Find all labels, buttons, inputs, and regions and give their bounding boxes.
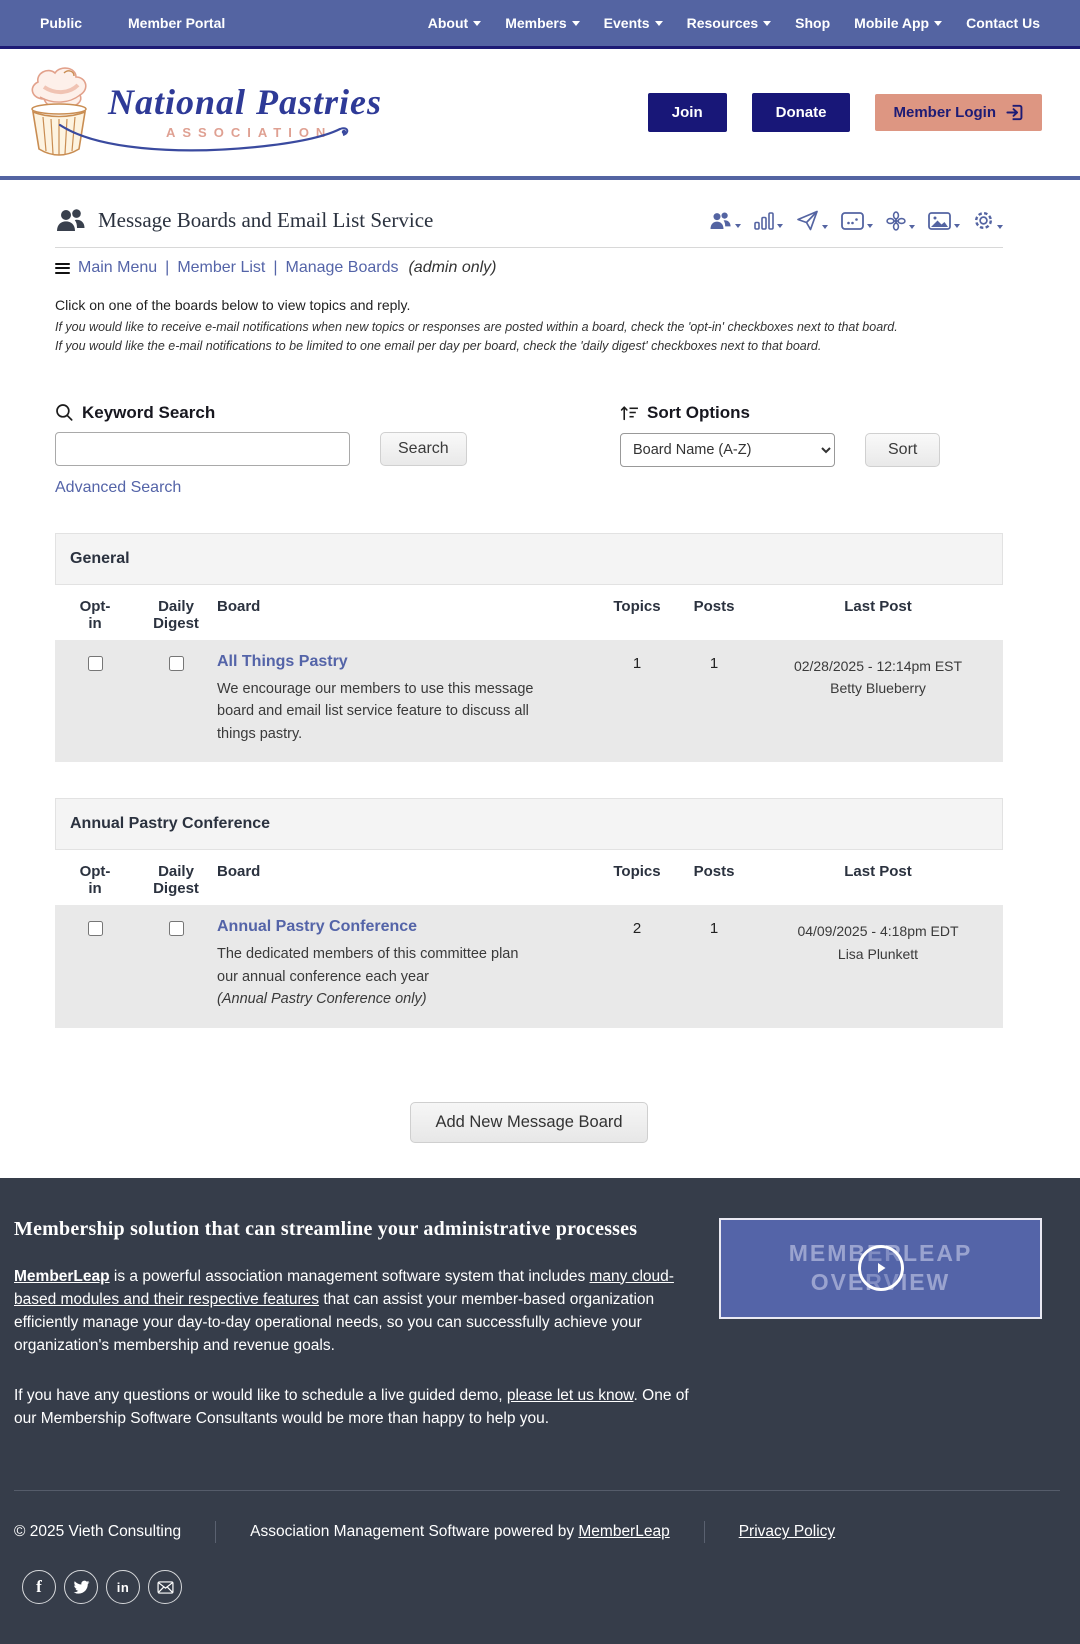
posts-count: 1 <box>709 654 719 672</box>
posts-count: 1 <box>709 920 719 938</box>
social-icons <box>22 1570 1066 1644</box>
logo-swoosh <box>56 123 356 159</box>
sort-select[interactable] <box>620 433 835 467</box>
admin-icon-toolbar <box>709 210 1003 231</box>
powered-by-text: Association Management Software powered by MemberLeap <box>250 1523 670 1541</box>
sort-icon <box>620 404 639 421</box>
twitter-icon[interactable] <box>64 1570 98 1604</box>
promo-footer <box>0 1178 1080 1644</box>
nav-public[interactable]: Public <box>40 15 83 31</box>
memberleap-overview-video[interactable] <box>719 1218 1042 1319</box>
chevron-down-icon <box>763 21 771 26</box>
chevron-down-icon <box>473 21 481 26</box>
features-icon[interactable] <box>886 211 915 231</box>
logo-title: National Pastries <box>108 81 383 122</box>
settings-icon[interactable] <box>973 210 1003 231</box>
chevron-down-icon <box>655 21 663 26</box>
chevron-down-icon <box>997 225 1003 229</box>
table-row <box>55 640 1003 762</box>
board-note: (Annual Pastry Conference only) <box>217 991 427 1008</box>
memberleap-footer-link[interactable]: MemberLeap <box>578 1523 670 1541</box>
board-link[interactable]: Annual Pastry Conference <box>217 918 418 936</box>
photos-icon[interactable] <box>928 212 960 230</box>
menu-link-member-list[interactable]: Member List <box>177 259 266 276</box>
chevron-down-icon <box>777 224 783 228</box>
table-row <box>55 905 1003 1027</box>
chevron-down-icon <box>572 21 580 26</box>
memberleap-link[interactable]: MemberLeap <box>14 1267 110 1285</box>
privacy-policy-link[interactable]: Privacy Policy <box>738 1523 836 1541</box>
nav-shop[interactable]: Shop <box>795 15 831 31</box>
nav-contact-us[interactable]: Contact Us <box>966 15 1040 31</box>
chevron-down-icon <box>822 225 828 229</box>
last-post-cell <box>753 653 1003 745</box>
logo-subtitle: ASSOCIATION <box>166 124 333 140</box>
instruction-line: If you would like to receive e-mail notifications when new topics or responses are posted within a board, check the 'opt-in' checkboxes next to that board. <box>55 320 898 334</box>
board-section-general <box>55 533 1003 762</box>
keyword-search-label: Keyword Search <box>82 402 216 422</box>
nav-events[interactable]: Events <box>604 15 663 31</box>
section-title: Annual Pastry Conference <box>55 798 1003 850</box>
last-post-date: 02/28/2025 - 12:14pm EST <box>793 657 963 674</box>
site-header <box>0 49 1080 180</box>
email-icon[interactable] <box>148 1570 182 1604</box>
col-optin: Opt-in <box>79 597 111 632</box>
instruction-line: Click on one of the boards below to view topics and reply. <box>55 297 411 313</box>
promo-paragraph-1: MemberLeap is a powerful association management software system that includes many cloud-based modules and their respective features that can assist your member-based organization efficiently manage your day-to-day operational needs, so you can successfully achieve your organization's membership and revenue goals. <box>14 1267 674 1355</box>
keyword-search-input[interactable] <box>55 432 350 466</box>
optin-checkbox[interactable] <box>88 656 103 671</box>
menu-link-manage-boards[interactable]: Manage Boards <box>285 259 399 276</box>
col-daily-digest: Daily Digest <box>153 863 199 898</box>
col-board: Board <box>217 597 261 615</box>
footer-separator <box>704 1521 705 1543</box>
last-post-author: Betty Blueberry <box>830 680 926 697</box>
sort-button[interactable]: Sort <box>865 433 940 467</box>
chevron-down-icon <box>867 224 873 228</box>
board-description: We encourage our members to use this message board and email list service feature to discuss all things pastry. <box>217 680 534 742</box>
modules-features-link[interactable]: many cloud-based modules and their respective features <box>14 1267 674 1308</box>
board-description: The dedicated members of this committee plan our annual conference each year <box>217 946 519 985</box>
nav-resources[interactable]: Resources <box>687 15 772 31</box>
copyright-text: © 2025 Vieth Consulting <box>14 1523 182 1541</box>
nav-mobile-app[interactable]: Mobile App <box>854 15 942 31</box>
play-icon[interactable] <box>858 1245 904 1291</box>
footer-bar <box>14 1521 1066 1543</box>
promo-paragraph-2: If you have any questions or would like to schedule a live guided demo, please let us know. One of our Membership Software Consultants would be more than happy to help you. <box>14 1386 689 1427</box>
stats-icon[interactable] <box>754 212 783 230</box>
col-topics: Topics <box>613 863 661 881</box>
last-post-cell <box>753 918 1003 1010</box>
nav-about[interactable]: About <box>428 15 481 31</box>
main-content <box>0 180 1080 1178</box>
topics-count: 1 <box>632 654 642 672</box>
sort-options-label: Sort Options <box>647 402 750 422</box>
donate-button[interactable]: Donate <box>752 93 851 132</box>
col-posts: Posts <box>693 863 735 881</box>
nav-member-portal[interactable]: Member Portal <box>128 15 226 31</box>
video-title: MEMBERLEAP OVERVIEW <box>788 1240 973 1296</box>
add-new-message-board-button[interactable]: Add New Message Board <box>410 1102 647 1143</box>
board-link[interactable]: All Things Pastry <box>217 652 348 670</box>
members-icon <box>55 209 86 232</box>
member-login-button[interactable]: Member Login <box>875 94 1042 131</box>
keyword-search-panel <box>55 403 620 497</box>
top-navigation <box>0 0 1080 49</box>
col-posts: Posts <box>693 597 735 615</box>
instruction-line: If you would like the e-mail notifications to be limited to one email per day per board, check the 'daily digest' checkboxes next to that board. <box>55 339 822 354</box>
chevron-down-icon <box>909 225 915 229</box>
chevron-down-icon <box>735 224 741 228</box>
col-topics: Topics <box>613 597 661 615</box>
breadcrumb-menu: Main Menu | Member List | Manage Boards (admin only) <box>55 247 1003 277</box>
search-button[interactable]: Search <box>380 432 467 466</box>
send-icon[interactable] <box>796 210 828 231</box>
topics-count: 2 <box>632 920 642 938</box>
optin-checkbox[interactable] <box>88 921 103 936</box>
admin-only-note: (admin only) <box>408 259 497 276</box>
daily-digest-checkbox[interactable] <box>169 921 184 936</box>
footer-divider <box>14 1490 1060 1491</box>
site-logo[interactable] <box>14 65 382 161</box>
col-board: Board <box>217 863 261 881</box>
advanced-search-link[interactable]: Advanced Search <box>55 478 182 496</box>
hamburger-icon[interactable] <box>55 260 70 276</box>
section-title: General <box>55 533 1003 585</box>
footer-separator <box>215 1521 216 1543</box>
col-last-post: Last Post <box>844 597 912 615</box>
login-icon <box>1005 103 1024 122</box>
join-button[interactable]: Join <box>648 93 727 132</box>
menu-link-main-menu[interactable]: Main Menu <box>78 259 158 276</box>
members-icon[interactable] <box>709 212 741 230</box>
linkedin-icon[interactable]: in <box>106 1570 140 1604</box>
last-post-date: 04/09/2025 - 4:18pm EDT <box>797 923 959 940</box>
nav-members[interactable]: Members <box>505 15 579 31</box>
instructions <box>55 297 1003 357</box>
board-section-annual-pastry-conference <box>55 798 1003 1027</box>
chevron-down-icon <box>934 21 942 26</box>
facebook-icon[interactable]: f <box>22 1570 56 1604</box>
col-last-post: Last Post <box>844 863 912 881</box>
promo-heading: Membership solution that can streamline your administrative processes <box>14 1217 638 1240</box>
please-let-us-know-link[interactable]: please let us know <box>506 1386 634 1404</box>
col-daily-digest: Daily Digest <box>153 597 199 632</box>
table-header-row <box>55 850 1003 905</box>
calendar-icon[interactable] <box>841 211 873 230</box>
col-optin: Opt-in <box>79 863 111 898</box>
sort-options-panel <box>620 403 940 497</box>
page-title: Message Boards and Email List Service <box>98 208 434 232</box>
magnifier-icon <box>55 403 74 422</box>
table-header-row <box>55 585 1003 640</box>
daily-digest-checkbox[interactable] <box>169 656 184 671</box>
chevron-down-icon <box>954 224 960 228</box>
last-post-author: Lisa Plunkett <box>837 945 919 962</box>
